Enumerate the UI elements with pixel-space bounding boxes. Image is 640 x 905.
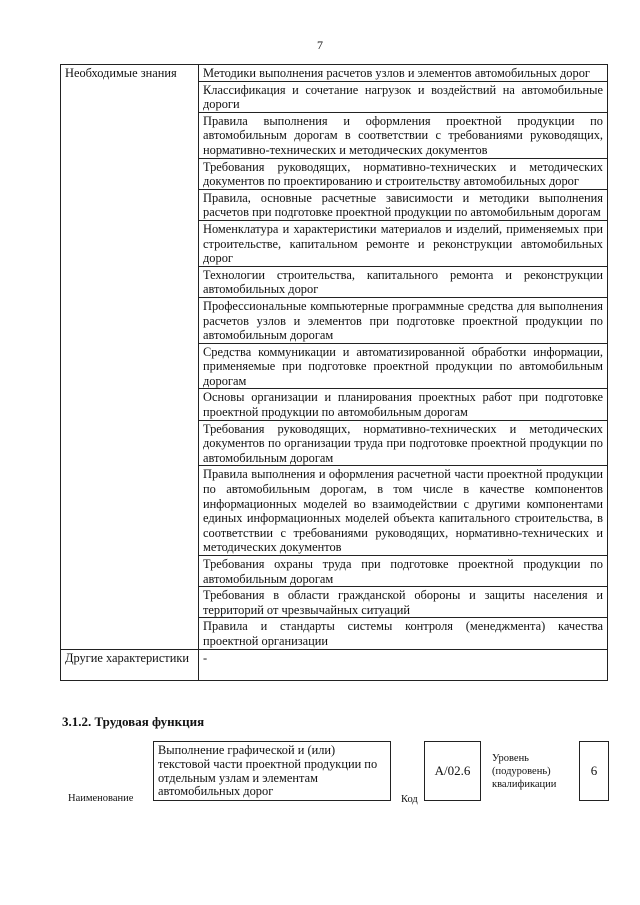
knowledge-item: Классификация и сочетание нагрузок и воздействий на автомобильные дороги [199,81,608,112]
knowledge-item: Основы организации и планирования проектных работ при подготовке проектной продукции по автомобильным дорогам [199,389,608,420]
knowledge-item: Методики выполнения расчетов узлов и элементов автомобильных дорог [199,65,608,82]
knowledge-item: Требования руководящих, нормативно-технических и методических документов по проектированию и строительству автомобильных дорог [199,158,608,189]
knowledge-label-cell: Необходимые знания [61,65,199,650]
qualification-level-box: 6 [579,741,609,801]
function-code-box: А/02.6 [424,741,481,801]
qualification-level-label: Уровень (подуровень) квалификации [492,753,557,790]
function-code-label: Код [401,794,418,805]
knowledge-table-body [61,65,608,681]
knowledge-item: Требования руководящих, нормативно-технических и методических документов по организации труда при подготовке проектной продукции по автомобильным дорогам [199,420,608,466]
knowledge-item: Средства коммуникации и автоматизированной обработки информации, применяемые при подготовке проектной продукции по автомобильным дорогам [199,343,608,389]
page-number: 7 [317,38,323,52]
other-characteristics-row [61,649,608,680]
section-heading: 3.1.2. Трудовая функция [62,714,205,729]
knowledge-item: Требования в области гражданской обороны и защиты населения и территорий от чрезвычайных ситуаций [199,587,608,618]
knowledge-item: Технологии строительства, капитального ремонта и реконструкции автомобильных дорог [199,266,608,297]
knowledge-item: Требования охраны труда при подготовке проектной продукции по автомобильным дорогам [199,556,608,587]
knowledge-item: Правила выполнения и оформления проектной продукции по автомобильным дорогам в соответствии с требованиями руководящих, нормативно-технических и методических документов [199,112,608,158]
knowledge-item: Правила выполнения и оформления расчетной части проектной продукции по автомобильным дорогам, в том числе в качестве компонентов информационных моделей во взаимодействии с другими компонентами единых информационных моделей объекта капитального строительства, в соответствии с требованиями руководящих, нормативно-технических и методических документов [199,466,608,556]
knowledge-item: Правила и стандарты системы контроля (менеджмента) качества проектной организации [199,618,608,649]
function-name-label: Наименование [68,793,134,804]
other-characteristics-label: Другие характеристики [61,649,199,680]
other-characteristics-value: - [199,649,608,680]
knowledge-row [61,65,608,82]
knowledge-item: Профессиональные компьютерные программные средства для выполнения расчетов узлов и элементов при подготовке проектной продукции по автомобильным дорогам [199,297,608,343]
knowledge-table [60,64,608,681]
function-name-box: Выполнение графической и (или) текстовой части проектной продукции по отдельным узлам и элементам автомобильных дорог [153,741,391,801]
knowledge-item: Правила, основные расчетные зависимости и методики выполнения расчетов при подготовке проектной продукции по автомобильным дорогам [199,189,608,220]
knowledge-item: Номенклатура и характеристики материалов и изделий, применяемых при строительстве, капитальном ремонте и реконструкции автомобильных дорог [199,220,608,266]
